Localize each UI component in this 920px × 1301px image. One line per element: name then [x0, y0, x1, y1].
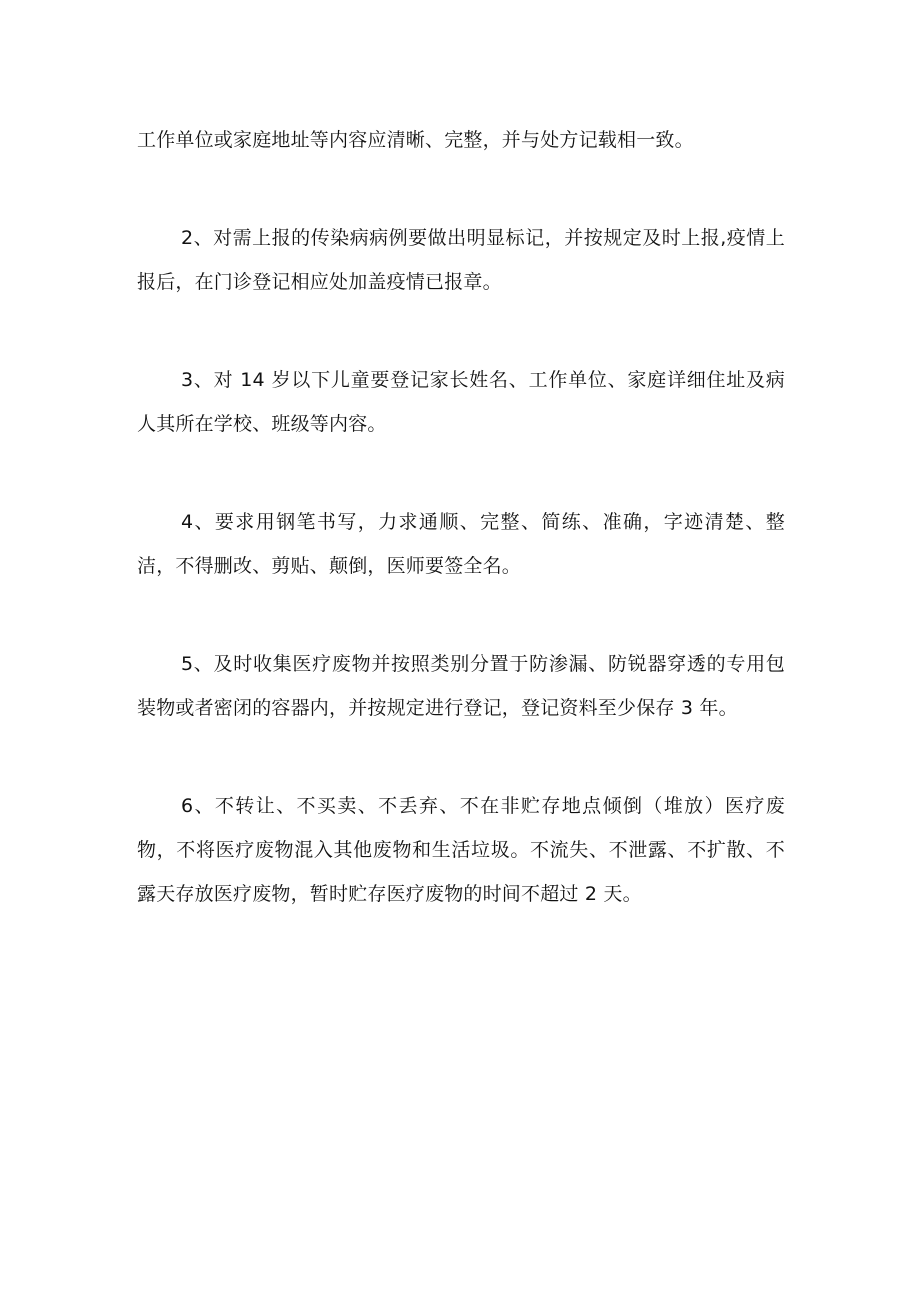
document-body [137, 118, 785, 970]
paragraph-item-4: 4、要求用钢笔书写，力求通顺、完整、简练、准确，字迹清楚、整洁，不得删改、剪贴、颠倒，医师要签全名。 [137, 511, 785, 577]
paragraph-item-6: 6、不转让、不买卖、不丢弃、不在非贮存地点倾倒（堆放）医疗废物，不将医疗废物混入其他废物和生活垃圾。不流失、不泄露、不扩散、不露天存放医疗废物，暂时贮存医疗废物的时间不超过 2 天。 [137, 795, 785, 905]
paragraph-item-2: 2、对需上报的传染病病例要做出明显标记，并按规定及时上报,疫情上报后，在门诊登记相应处加盖疫情已报章。 [137, 227, 785, 293]
paragraph-item-5: 5、及时收集医疗废物并按照类别分置于防渗漏、防锐器穿透的专用包装物或者密闭的容器内，并按规定进行登记，登记资料至少保存 3 年。 [137, 653, 785, 719]
paragraph-item-3: 3、对 14 岁以下儿童要登记家长姓名、工作单位、家庭详细住址及病人其所在学校、班级等内容。 [137, 369, 785, 435]
paragraph-continuation: 工作单位或家庭地址等内容应清晰、完整，并与处方记载相一致。 [137, 129, 694, 151]
